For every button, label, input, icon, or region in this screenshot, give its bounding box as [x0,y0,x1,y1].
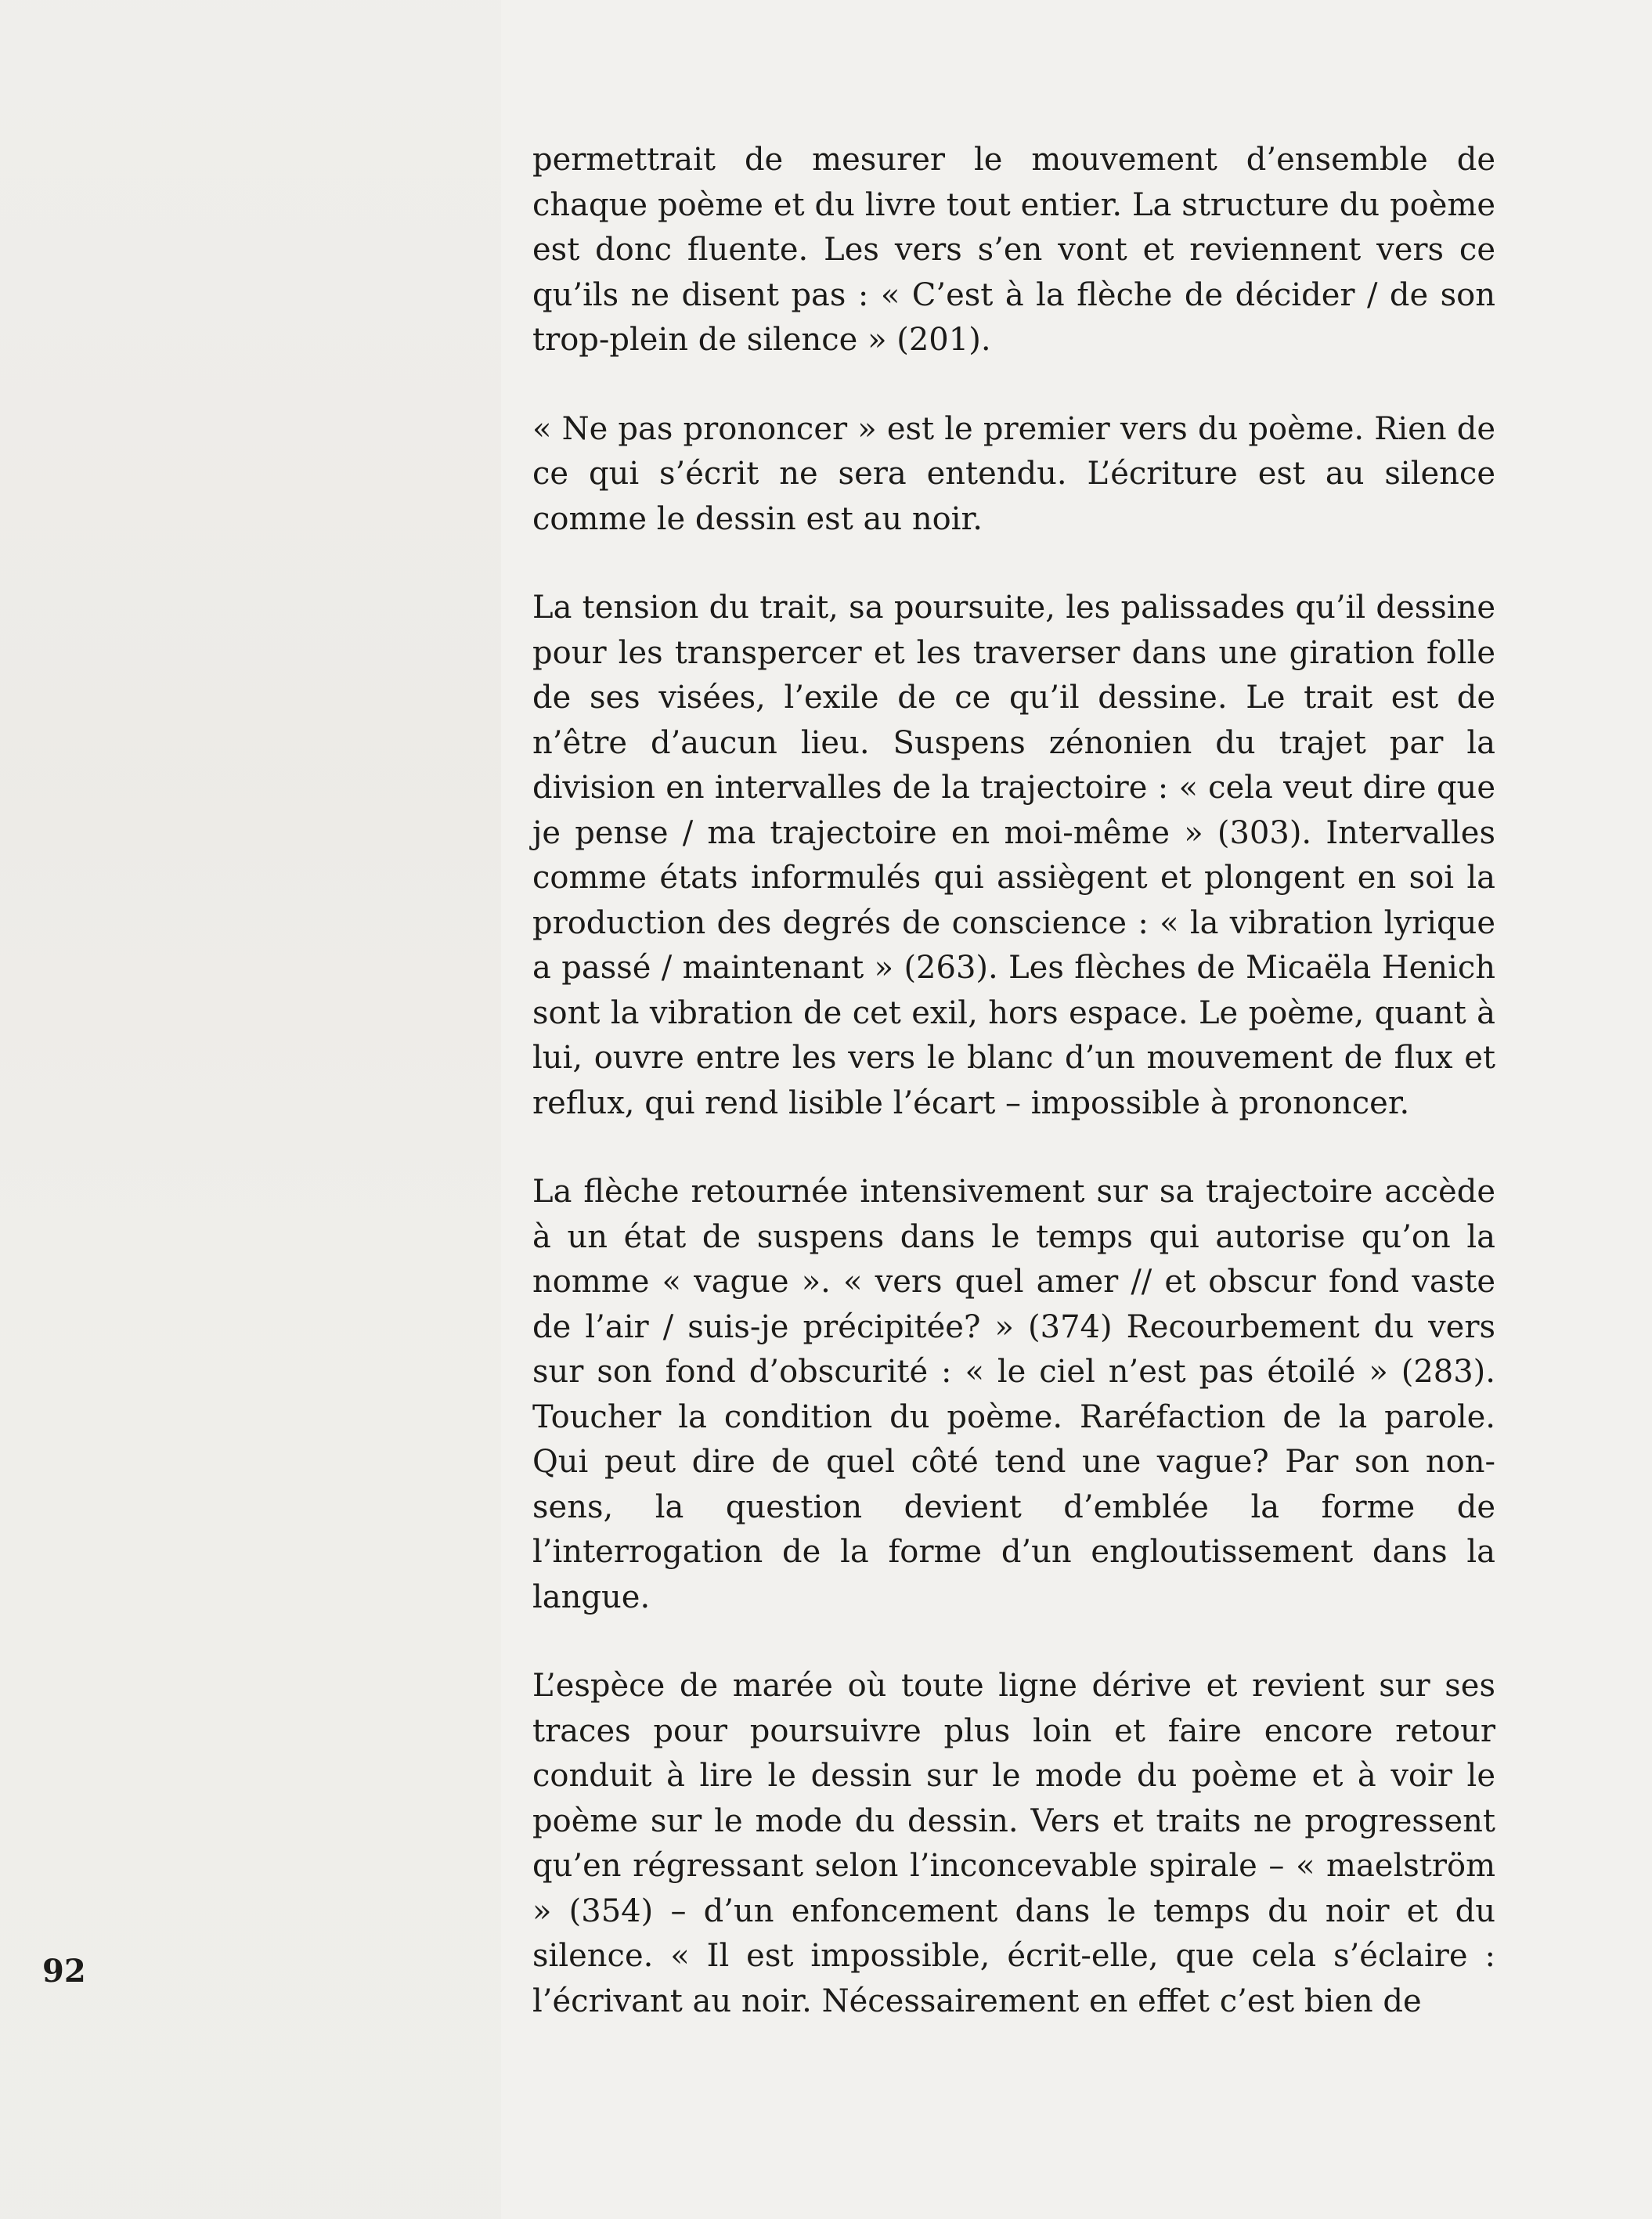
paragraph-5: L’espèce de marée où toute ligne dérive et revient sur ses traces pour poursuivre plus loin et faire encore retour conduit à lire le dessin sur le mode du poème et à voir le poème sur le mode du dessin. Vers et traits ne progressent qu’en régressant selon l’inconcevable spirale – « maelström » (354) – d’un enfoncement dans le temps du noir et du silence. « Il est impossible, écrit-elle, que cela s’éclaire : l’écrivant au noir. Nécessairement en effet c’est bien de [532,1668,1495,2019]
paragraph-1: permettrait de mesurer le mouvement d’ensemble de chaque poème et du livre tout entier. La structure du poème est donc fluente. Les vers s’en vont et reviennent vers ce qu’ils ne disent pas : « C’est à la flèche de décider / de son trop-plein de silence » (201). [532,142,1495,358]
page-number: 92 [42,1953,86,1990]
paragraph-3: La tension du trait, sa poursuite, les palissades qu’il dessine pour les transpercer et les traverser dans une giration folle de ses visées, l’exile de ce qu’il dessine. Le trait est de n’être d’aucun lieu. Suspens zénonien du trajet par la division en intervalles de la trajectoire : « cela veut dire que je pense / ma trajectoire en moi-même » (303). Intervalles comme états informulés qui assiègent et plongent en soi la production des degrés de conscience : « la vibration lyrique a passé / maintenant » (263). Les flèches de Micaëla Henich sont la vibration de cet exil, hors espace. Le poème, quant à lui, ouvre entre les vers le blanc d’un mouvement de flux et reflux, qui rend lisible l’écart – impossible à prononcer. [532,590,1495,1121]
paragraph-2: « Ne pas prononcer » est le premier vers du poème. Rien de ce qui s’écrit ne sera entendu. L’écriture est au silence comme le dessin est au noir. [532,410,1495,537]
body-text [532,138,1495,2068]
paragraph-4: La flèche retournée intensivement sur sa trajectoire accède à un état de suspens dans le temps qui autorise qu’on la nomme « vague ». « vers quel amer // et obscur fond vaste de l’air / suis-je précipitée? » (374) Recourbement du vers sur son fond d’obscurité : « le ciel n’est pas étoilé » (283). Toucher la condition du poème. Raréfaction de la parole. Qui peut dire de quel côté tend une vague? Par son non-sens, la question devient d’emblée la forme de l’interrogation de la forme d’un engloutissement dans la langue. [532,1174,1495,1615]
margin-show-through [0,0,501,2219]
